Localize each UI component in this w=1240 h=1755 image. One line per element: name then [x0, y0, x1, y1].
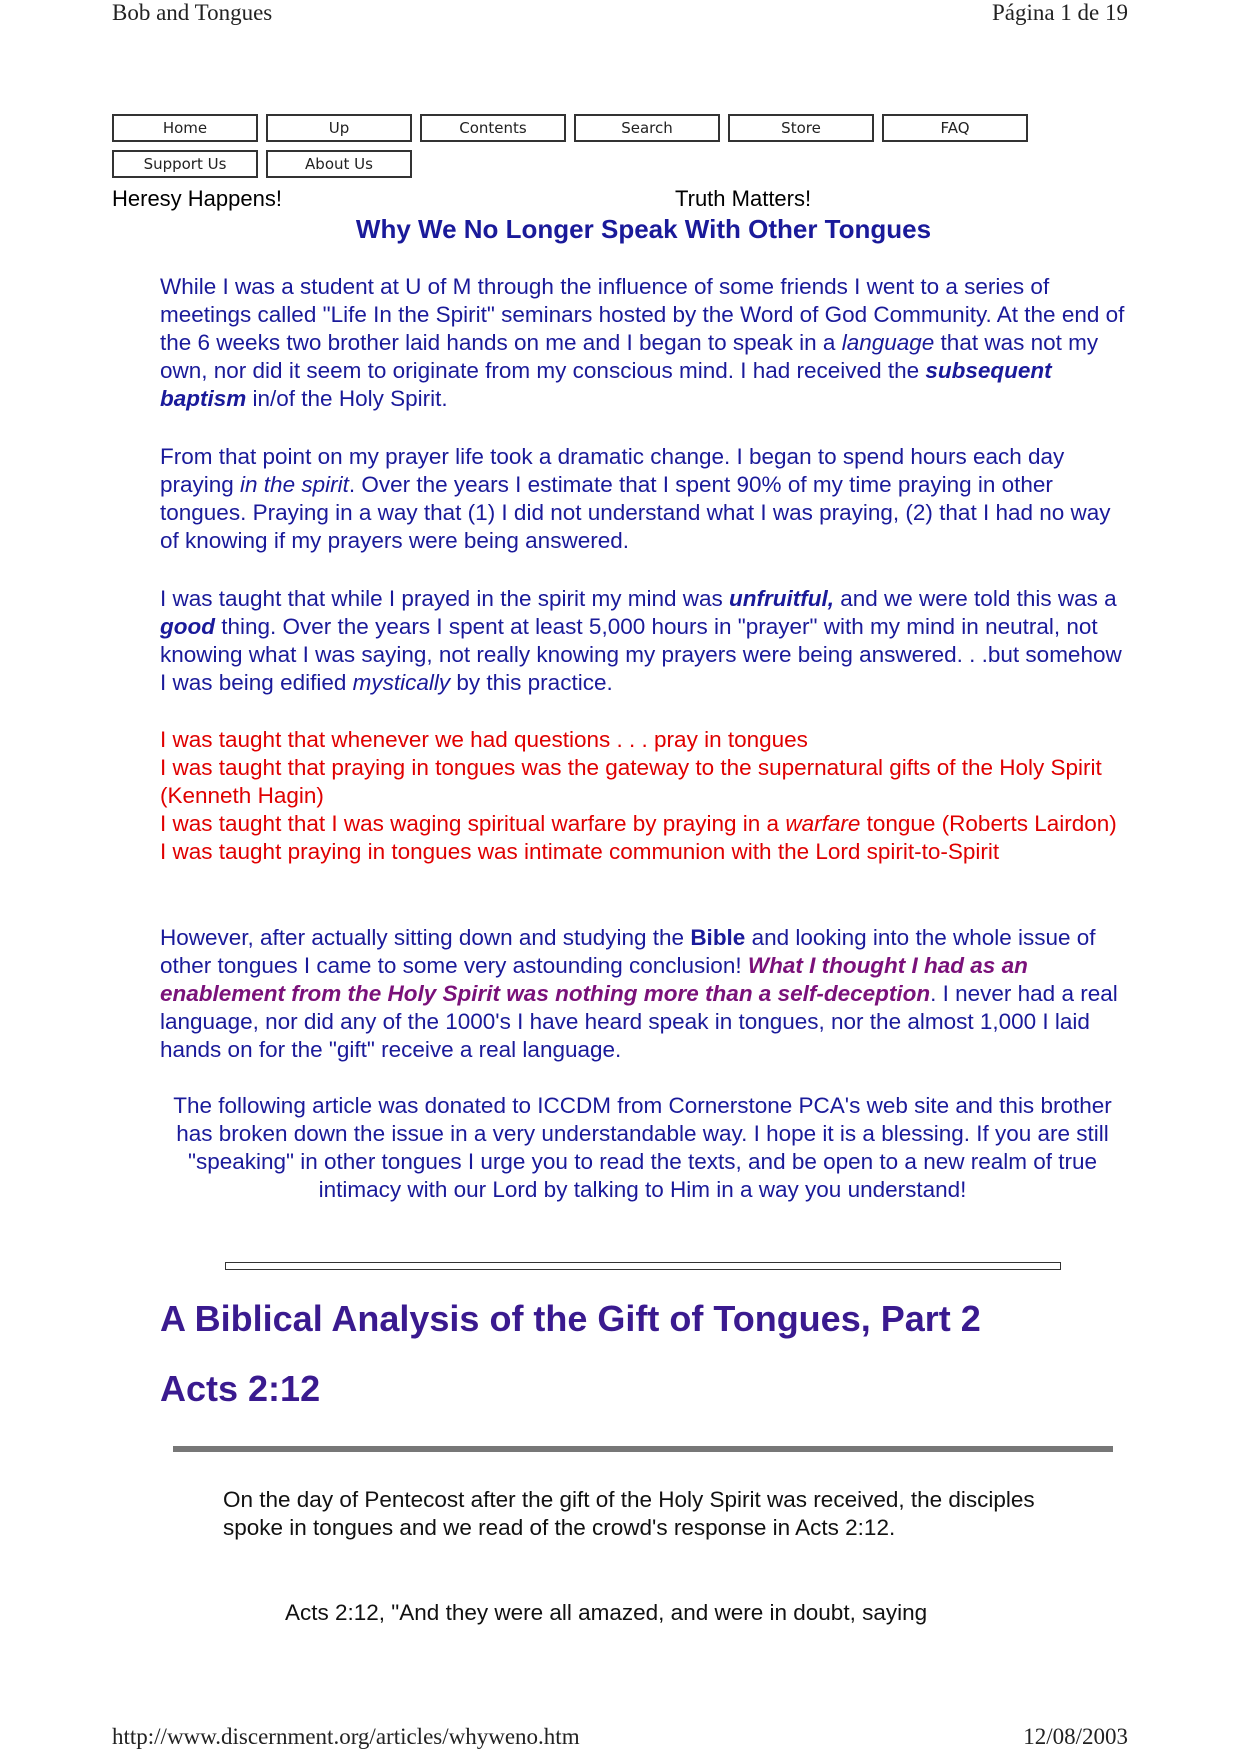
emphasis-bold: Bible — [690, 925, 746, 950]
text-run: thing. Over the years I spent at least 5,000 hours in "prayer" with my mind in neutral, not knowing what I was saying, not really knowing my prayers were being answered. . .but somehow I was being edified — [160, 614, 1122, 695]
print-header-page-number: Página 1 de 19 — [991, 0, 1128, 25]
intro-paragraph-3 — [160, 585, 1130, 697]
scripture-quote: Acts 2:12, "And they were all amazed, and were in doubt, saying — [285, 1600, 928, 1625]
motto-heresy: Heresy Happens! — [112, 186, 282, 211]
text-run: However, after actually sitting down and studying the — [160, 925, 691, 950]
article-title: A Biblical Analysis of the Gift of Tongues, Part 2 — [160, 1298, 981, 1339]
nav-about-us-button[interactable]: About Us — [266, 150, 412, 178]
nav-up-button[interactable]: Up — [266, 114, 412, 142]
nav-search-button[interactable]: Search — [574, 114, 720, 142]
emphasis: language — [841, 330, 935, 355]
text-run: and we were told this was a — [833, 586, 1117, 611]
donation-note: The following article was donated to ICCDM from Cornerstone PCA's web site and this brother has broken down the issue in a very understandable way. I hope it is a blessing. If you are still "speaking" in other tongues I urge you to read the texts, and be open to a new realm of true intimacy with our Lord by talking to Him in a way you understand! — [173, 1093, 1112, 1202]
page-title: Why We No Longer Speak With Other Tongues — [355, 214, 932, 244]
text-run: I was taught that I was waging spiritual warfare by praying in a — [160, 811, 786, 836]
nav-store-button[interactable]: Store — [728, 114, 874, 142]
print-footer-date: 12/08/2003 — [1023, 1724, 1128, 1749]
emphasis: warfare — [785, 811, 861, 836]
emphasis-strong: good — [160, 614, 215, 639]
taught-list — [160, 726, 1130, 866]
emphasis: in the spirit — [240, 472, 349, 497]
text-run: I was taught that while I prayed in the spirit my mind was — [160, 586, 730, 611]
section-divider — [225, 1262, 1061, 1270]
taught-line: I was taught praying in tongues was intimate communion with the Lord spirit-to-Spirit — [160, 839, 1000, 864]
intro-paragraph-1 — [160, 273, 1130, 413]
text-run: While I was a student at U of M through the influence of some friends I went to a series of meetings called "Life In the Spirit" seminars hosted by the Word of God Community. At the end of the 6 weeks two brother laid hands on me and I began to speak in a — [160, 274, 1125, 355]
print-header-title: Bob and Tongues — [112, 0, 273, 25]
text-run: that was not my own, nor did it seem to originate from my conscious mind. I had received the — [160, 330, 1099, 383]
print-footer-url: http://www.discernment.org/articles/whyweno.htm — [112, 1724, 580, 1749]
text-run: . Over the years I estimate that I spent 90% of my time praying in other tongues. Praying in a way that (1) I did not understand what I was praying, (2) that I had no way of knowing if my prayers were being answered. — [160, 472, 1111, 553]
intro-paragraph-4 — [160, 924, 1130, 1064]
intro-paragraph-2 — [160, 443, 1130, 555]
text-run: by this practice. — [450, 670, 613, 695]
taught-line: I was taught that whenever we had questions . . . pray in tongues — [160, 727, 808, 752]
taught-line — [160, 810, 1130, 838]
nav-home-button[interactable]: Home — [112, 114, 258, 142]
self-deception-callout: What I thought I had as an enablement from the Holy Spirit was nothing more than a self-deception — [160, 953, 1028, 1006]
article-divider — [173, 1446, 1113, 1452]
article-body: On the day of Pentecost after the gift of the Holy Spirit was received, the disciples spoke in tongues and we read of the crowd's response in Acts 2:12. — [223, 1487, 1035, 1540]
text-run: . I never had a real language, nor did any of the 1000's I have heard speak in tongues, nor the almost 1,000 I laid hands on for the "gift" receive a real language. — [160, 981, 1118, 1062]
text-run: and looking into the whole issue of other tongues I came to some very astounding conclusion! — [160, 925, 1096, 978]
text-run: in/of the Holy Spirit. — [246, 386, 448, 411]
text-run: tongue (Roberts Lairdon) — [860, 811, 1117, 836]
taught-line: I was taught that praying in tongues was the gateway to the supernatural gifts of the Holy Spirit (Kenneth Hagin) — [160, 755, 1102, 808]
text-run: From that point on my prayer life took a dramatic change. I began to spend hours each day praying — [160, 444, 1065, 497]
nav-faq-button[interactable]: FAQ — [882, 114, 1028, 142]
nav-contents-button[interactable]: Contents — [420, 114, 566, 142]
emphasis-strong: subsequent baptism — [160, 358, 1052, 411]
emphasis: mystically — [352, 670, 451, 695]
nav-support-us-button[interactable]: Support Us — [112, 150, 258, 178]
article-subtitle: Acts 2:12 — [160, 1368, 321, 1409]
emphasis-strong: unfruitful, — [729, 586, 834, 611]
motto-truth: Truth Matters! — [675, 186, 812, 211]
